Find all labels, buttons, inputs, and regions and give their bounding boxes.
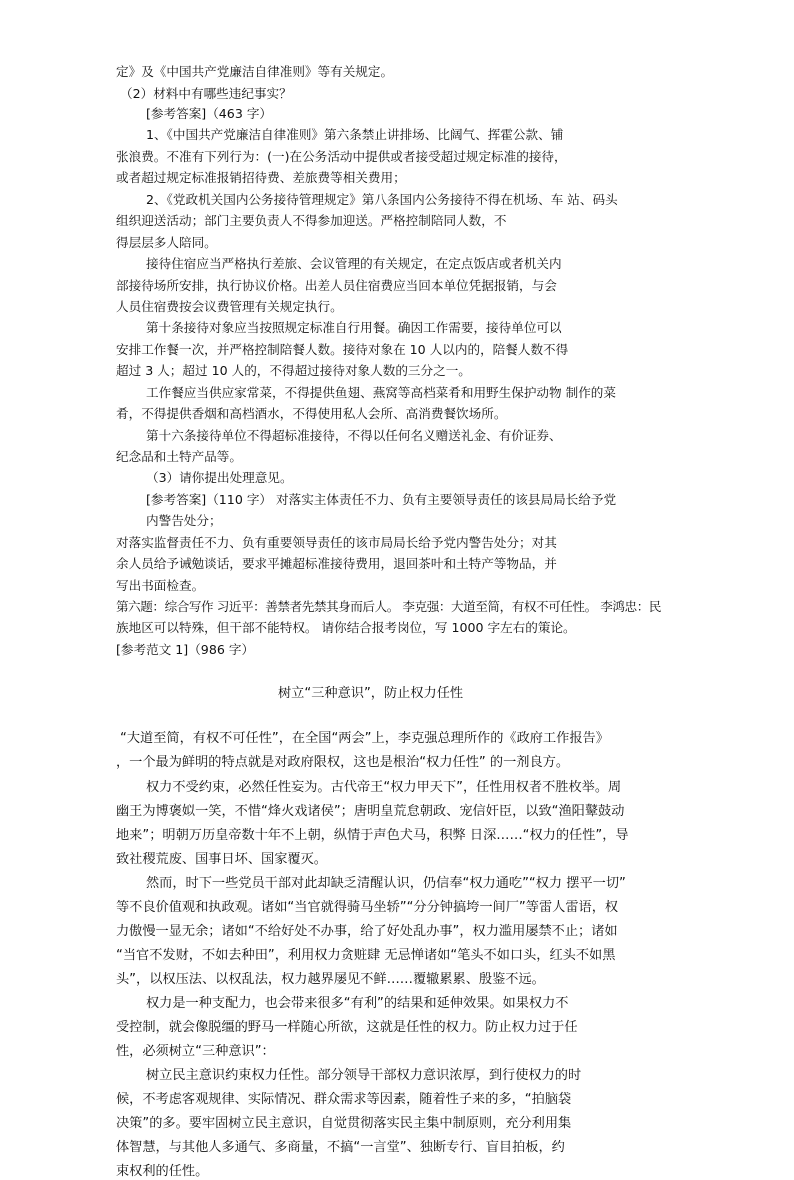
text-line: “当官不发财，不如去种田”，利用权力贪赃肆 无忌惮诸如“笔头不如口头，红头不如黑 <box>116 948 616 963</box>
text-line: 等不良价值观和执政观。诸如“当官就得骑马坐轿”“分分钟搞垮一间厂”等雷人雷语，权 <box>116 900 619 915</box>
text-line: 族地区可以特殊，但干部不能特权。 请你结合报考岗位，写 1000 字左右的策论。 <box>116 620 576 635</box>
text-line: 内警告处分； <box>146 513 222 528</box>
text-line: 候，不考虑客观规律、实际情况、群众需求等因素，随着性子来的多，“拍脑袋 <box>116 1092 572 1107</box>
text-line: 组织迎送活动；部门主要负责人不得参加迎送。严格控制陪同人数，不 <box>116 213 507 228</box>
text-line: 或者超过规定标准报销招待费、差旅费等相关费用； <box>116 170 406 185</box>
text-line: 部接待场所安排，执行协议价格。出差人员住宿费应当回本单位凭据报销，与会 <box>116 278 557 293</box>
text-line: 力傲慢一显无余；诸如“不给好处不办事，给了好处乱办事”，权力滥用屡禁不止；诸如 <box>116 924 618 939</box>
text-line: 定》及《中国共产党廉洁自律准则》等有关规定。 <box>116 64 394 79</box>
answer-label: [参考答案]（463 字） <box>146 106 273 121</box>
text-line: 致社稷荒废、国事日坏、国家覆灭。 <box>116 852 327 867</box>
question-heading: （2）材料中有哪些违纪事实？ <box>120 86 292 101</box>
text-line: 张浪费。不准有下列行为：(一)在公务活动中提供或者接受超过规定标准的接待， <box>116 149 567 164</box>
text-line: 性，必须树立“三种意识”： <box>116 1044 275 1059</box>
text-line: 第六题：综合写作 习近平：善禁者先禁其身而后人。 李克强：大道至简，有权不可任性。 李鸿忠：民 <box>116 599 661 614</box>
text-line: 受控制，就会像脱缰的野马一样随心所欲，这就是任性的权力。防止权力过于任 <box>116 1020 578 1035</box>
text-line: 决策”的多。要牢固树立民主意识，自觉贯彻落实民主集中制原则，充分利用集 <box>116 1116 572 1131</box>
text-line: 地来”；明朝万历皇帝数十年不上朝，纵情于声色犬马，积弊 日深……“权力的任性”，导 <box>116 828 629 843</box>
text-line: 安排工作餐一次，并严格控制陪餐人数。接待对象在 10 人以内的，陪餐人数不得 <box>116 342 569 357</box>
text-line: 头”，以权压法、以权乱法，权力越界屡见不鲜……覆辙累累、殷鉴不远。 <box>116 972 545 987</box>
text-line: 2、《党政机关国内公务接待管理规定》第八条国内公务接待不得在机场、车 站、码头 <box>146 192 618 207</box>
text-line: 然而，时下一些党员干部对此却缺乏清醒认识，仍信奉“权力通吃”“权力 摆平一切” <box>146 876 626 891</box>
text-line: 接待住宿应当严格执行差旅、会议管理的有关规定，在定点饭店或者机关内 <box>146 256 562 271</box>
text-line: 权力是一种支配力，也会带来很多“有利”的结果和延伸效果。如果权力不 <box>146 996 569 1011</box>
text-line: [参考答案]（110 字） 对落实主体责任不力、负有主要领导责任的该县局局长给予党 <box>146 492 617 507</box>
text-line: 第十条接待对象应当按照规定标准自行用餐。确因工作需要，接待单位可以 <box>146 320 562 335</box>
text-line: 权力不受约束，必然任性妄为。古代帝王“权力甲天下”，任性用权者不胜枚举。周 <box>146 780 622 795</box>
text-line: 纪念品和土特产品等。 <box>116 449 242 464</box>
text-line: 超过 3 人；超过 10 人的，不得超过接待对象人数的三分之一。 <box>116 363 471 378</box>
text-line: 人员住宿费按会议费管理有关规定执行。 <box>116 299 343 314</box>
essay-title: 树立“三种意识”，防止权力任性 <box>278 686 464 701</box>
text-line: “大道至简，有权不可任性”，在全国“两会”上，李克强总理所作的《政府工作报告》 <box>120 731 609 746</box>
text-line: 第十六条接待单位不得超标准接待，不得以任何名义赠送礼金、有价证券、 <box>146 428 562 443</box>
text-line: 对落实监督责任不力、负有重要领导责任的该市局局长给予党内警告处分；对其 <box>116 535 557 550</box>
text-line: 写出书面检查。 <box>116 578 205 593</box>
text-line: 束权利的任性。 <box>116 1164 209 1179</box>
text-line: 余人员给予诫勉谈话，要求平摊超标准接待费用，退回茶叶和土特产等物品，并 <box>116 556 557 571</box>
text-line: 工作餐应当供应家常菜，不得提供鱼翅、燕窝等高档菜肴和用野生保护动物 制作的菜 <box>146 385 616 400</box>
text-line: 树立民主意识约束权力任性。部分领导干部权力意识浓厚，到行使权力的时 <box>146 1068 582 1083</box>
question-heading: （3）请你提出处理意见。 <box>146 470 293 485</box>
text-line: 得层层多人陪同。 <box>116 235 217 250</box>
text-line: 体智慧，与其他人多通气、多商量，不搞“一言堂”、独断专行、盲目拍板，约 <box>116 1140 565 1155</box>
text-line: 幽王为博褒姒一笑，不惜“烽火戏诸侯”；唐明皇荒怠朝政、宠信奸臣，以致“渔阳鼙鼓动 <box>116 804 625 819</box>
text-line: 肴，不得提供香烟和高档酒水，不得使用私人会所、高消费餐饮场所。 <box>116 406 507 421</box>
reference-label: [参考范文 1]（986 字） <box>116 642 255 657</box>
text-line: ，一个最为鲜明的特点就是对政府限权，这也是根治“权力任性” 的一剂良方。 <box>116 755 570 770</box>
text-line: 1、《中国共产党廉洁自律准则》第六条禁止讲排场、比阔气、挥霍公款、铺 <box>146 127 564 142</box>
